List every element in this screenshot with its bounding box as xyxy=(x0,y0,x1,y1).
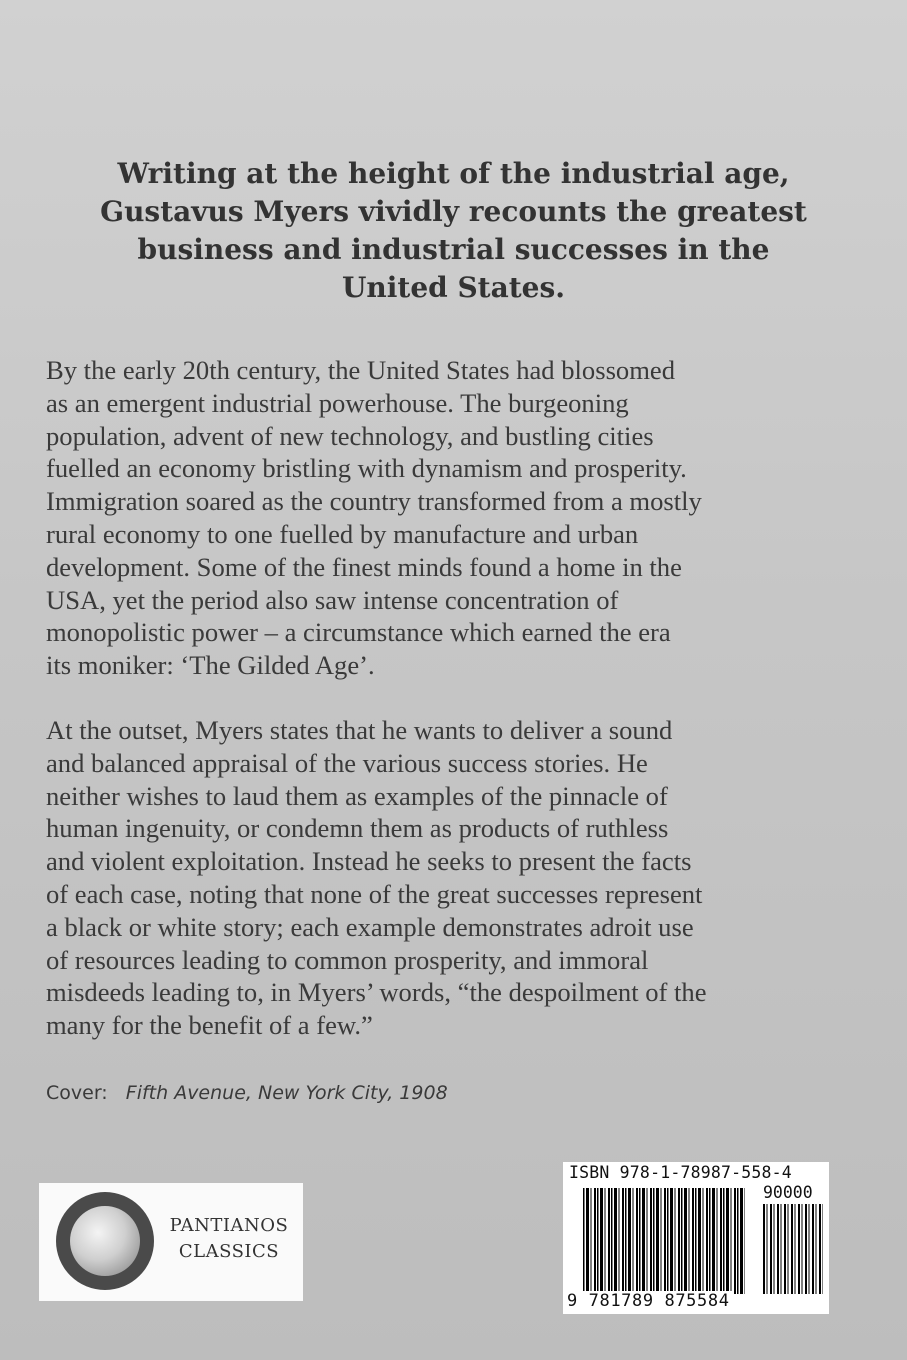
publisher-name xyxy=(161,1213,297,1265)
isbn-label: ISBN 978-1-78987-558-4 xyxy=(569,1163,792,1182)
cover-credit-caption: Fifth Avenue, New York City, 1908 xyxy=(125,1082,448,1104)
paragraph-line: of resources leading to common prosperity, and immoral xyxy=(46,944,649,975)
description-paragraph-2 xyxy=(46,714,866,1042)
paragraph-line: monopolistic power – a circumstance which earned the era xyxy=(46,617,671,648)
publisher-logo xyxy=(39,1183,303,1301)
paragraph-line: fuelled an economy bristling with dynamism and prosperity. xyxy=(46,453,687,484)
paragraph-line: By the early 20th century, the United States had blossomed xyxy=(46,355,676,385)
paragraph-line: many for the benefit of a few.” xyxy=(46,1010,373,1041)
paragraph-line: Immigration soared as the country transformed from a mostly xyxy=(46,486,702,517)
blurb-line: business and industrial successes in the xyxy=(137,233,770,266)
description-paragraph-1 xyxy=(46,354,866,682)
paragraph-line: of each case, noting that none of the great successes represent xyxy=(46,878,703,909)
paragraph-line: misdeeds leading to, in Myers’ words, “the despoilment of the xyxy=(46,977,707,1008)
paragraph-line: human ingenuity, or condemn them as products of ruthless xyxy=(46,813,669,844)
paragraph-line: USA, yet the period also saw intense concentration of xyxy=(46,584,619,615)
paragraph-line: development. Some of the finest minds found a home in the xyxy=(46,551,682,582)
paragraph-line: as an emergent industrial powerhouse. The burgeoning xyxy=(46,387,629,418)
barcode-addon-bars xyxy=(763,1204,823,1294)
publisher-name-line: PANTIANOS xyxy=(169,1215,289,1236)
paragraph-line: population, advent of new technology, and bustling cities xyxy=(46,420,654,451)
paragraph-line: a black or white story; each example demonstrates adroit use xyxy=(46,911,694,942)
barcode-bars xyxy=(583,1188,745,1294)
publisher-name-line: CLASSICS xyxy=(178,1241,280,1262)
price-code: 90000 xyxy=(763,1183,813,1202)
paragraph-line: At the outset, Myers states that he wants to deliver a sound xyxy=(46,715,673,745)
coin-icon xyxy=(56,1192,154,1290)
paragraph-line: rural economy to one fuelled by manufacture and urban xyxy=(46,518,639,549)
isbn-barcode xyxy=(563,1162,829,1314)
paragraph-line: its moniker: ‘The Gilded Age’. xyxy=(46,650,375,681)
barcode-digits: 9 781789 875584 xyxy=(567,1291,730,1311)
paragraph-line: and balanced appraisal of the various success stories. He xyxy=(46,747,648,778)
cover-credit-label: Cover: xyxy=(46,1082,108,1104)
paragraph-line: neither wishes to laud them as examples of the pinnacle of xyxy=(46,780,668,811)
blurb-line: Gustavus Myers vividly recounts the greatest xyxy=(100,195,807,228)
cover-credit xyxy=(46,1082,448,1104)
blurb-line: Writing at the height of the industrial age, xyxy=(117,157,790,190)
paragraph-line: and violent exploitation. Instead he seeks to present the facts xyxy=(46,846,692,877)
back-cover-blurb xyxy=(60,155,847,307)
blurb-line: United States. xyxy=(341,271,566,304)
coin-face xyxy=(70,1206,140,1276)
